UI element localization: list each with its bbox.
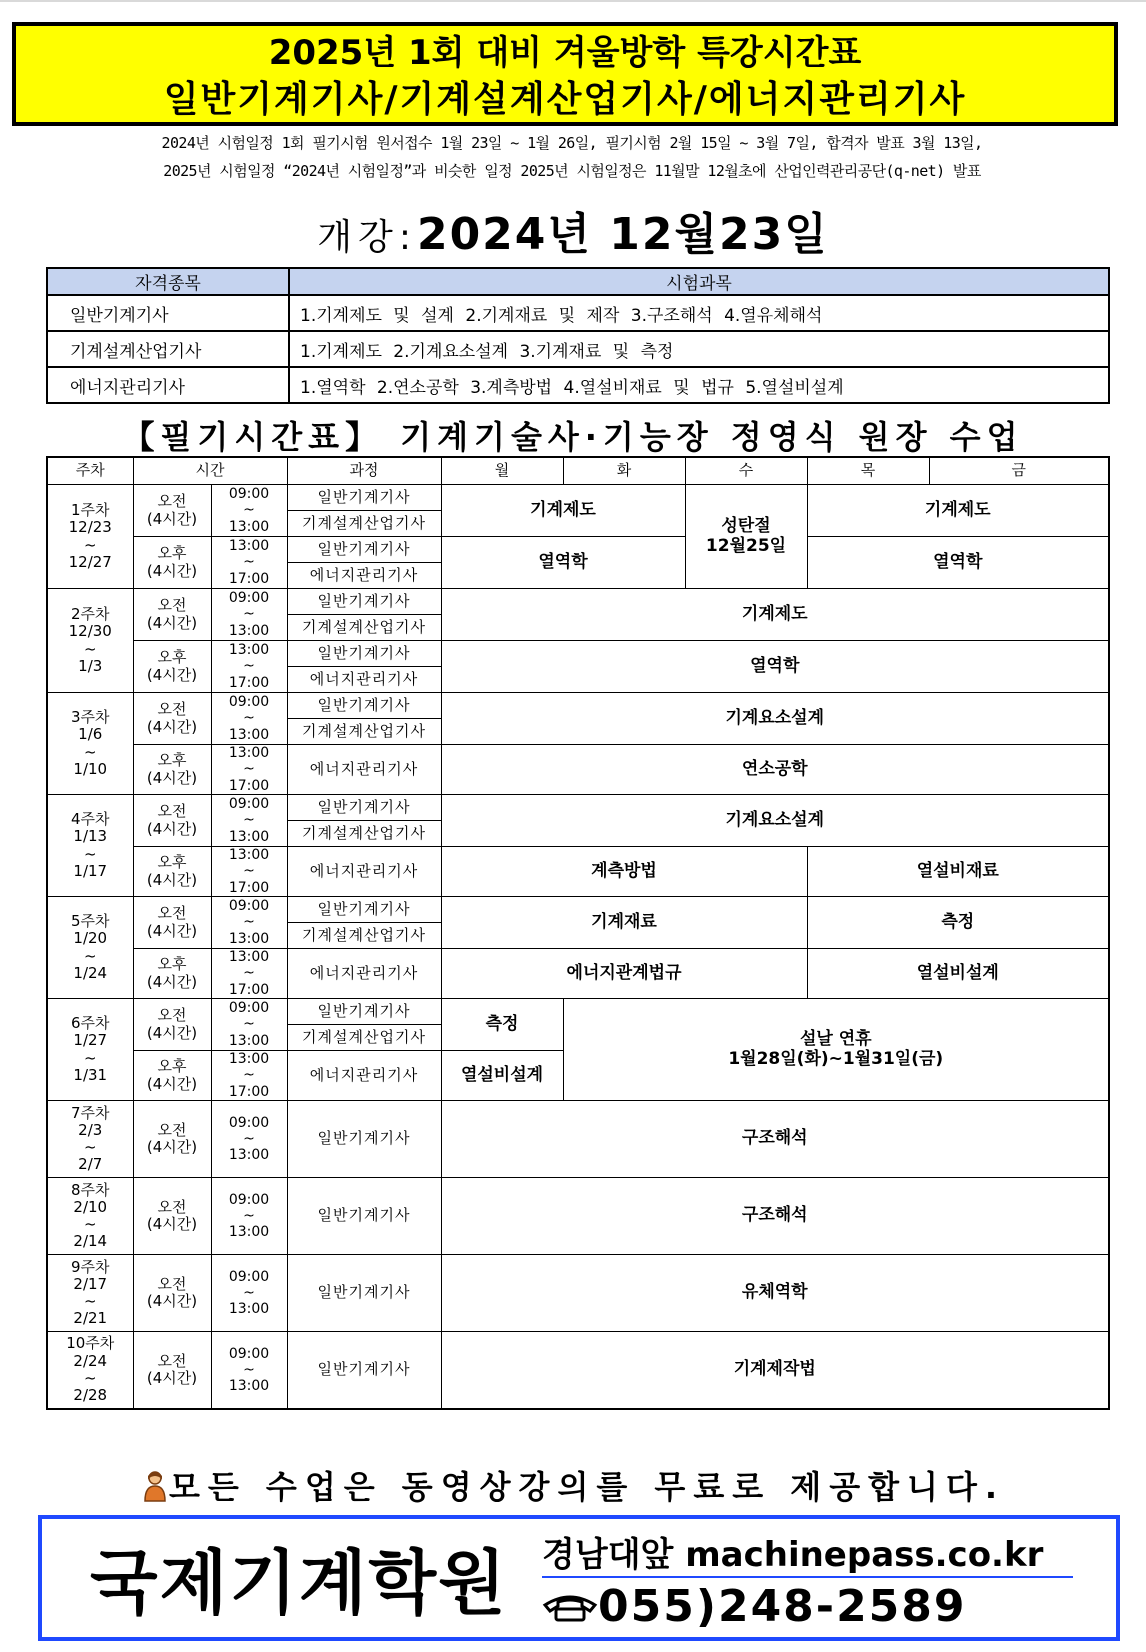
course-cell: 기계설계산업기사 xyxy=(287,1025,441,1051)
subject-name: 에너지관리기사 xyxy=(47,367,289,403)
academy-name: 국제기계학원 xyxy=(90,1542,508,1624)
table-row xyxy=(47,589,1109,615)
subject-cell: 구조해석 xyxy=(441,1101,1109,1178)
exam-notice-line-2: 2025년 시험일정 “2024년 시험일정”과 비슷한 일정 2025년 시험일정은 11월말 12월초에 산업인력관리공단(q-net) 발표 xyxy=(163,162,981,180)
subject-cell: 계측방법 xyxy=(441,847,807,897)
subjects-table xyxy=(46,267,1110,404)
am-time: 09:00 ~ 13:00 xyxy=(211,1332,287,1409)
week-label: 4주차 1/13 ~ 1/17 xyxy=(47,795,133,897)
subjects-row xyxy=(47,295,1109,331)
subject-cell: 유체역학 xyxy=(441,1255,1109,1332)
subject-cell: 기계재료 xyxy=(441,897,807,949)
subject-cell: 열설비재료 xyxy=(807,847,1109,897)
subject-name: 기계설계산업기사 xyxy=(47,331,289,367)
table-row xyxy=(47,1255,1109,1332)
subjects-row xyxy=(47,367,1109,403)
pm-time: 13:00 ~ 17:00 xyxy=(211,847,287,897)
week-label: 10주차 2/24 ~ 2/28 xyxy=(47,1332,133,1409)
subject-cell: 측정 xyxy=(441,999,563,1051)
course-cell: 에너지관리기사 xyxy=(287,847,441,897)
header-tue: 화 xyxy=(563,457,685,485)
header-mon: 월 xyxy=(441,457,563,485)
course-cell: 기계설계산업기사 xyxy=(287,511,441,537)
subject-cell: 열역학 xyxy=(441,641,1109,693)
subject-cell: 열설비설계 xyxy=(441,1051,563,1101)
subjects-row xyxy=(47,331,1109,367)
subject-cell: 기계제작법 xyxy=(441,1332,1109,1409)
week-label: 5주차 1/20 ~ 1/24 xyxy=(47,897,133,999)
am-time: 09:00 ~ 13:00 xyxy=(211,693,287,745)
table-row xyxy=(47,1178,1109,1255)
week-label: 1주차 12/23 ~ 12/27 xyxy=(47,485,133,589)
free-video-note-text: 모든 수업은 동영상강의를 무료로 제공합니다. xyxy=(168,1468,1006,1506)
table-row xyxy=(47,1332,1109,1409)
course-cell: 일반기계기사 xyxy=(287,641,441,667)
header-wed: 수 xyxy=(685,457,807,485)
am-time: 09:00 ~ 13:00 xyxy=(211,795,287,847)
subjects-header-left: 자격종목 xyxy=(47,268,289,295)
subject-cell: 연소공학 xyxy=(441,745,1109,795)
title-line-1: 2025년 1회 대비 겨울방학 특강시간표 xyxy=(268,33,862,73)
schedule-table xyxy=(46,456,1110,1410)
am-label: 오전 (4시간) xyxy=(133,795,211,847)
course-cell: 기계설계산업기사 xyxy=(287,615,441,641)
course-cell: 일반기계기사 xyxy=(287,897,441,923)
am-time: 09:00 ~ 13:00 xyxy=(211,999,287,1051)
header-fri: 금 xyxy=(929,457,1109,485)
subject-cell: 구조해석 xyxy=(441,1178,1109,1255)
am-time: 09:00 ~ 13:00 xyxy=(211,485,287,537)
am-label: 오전 (4시간) xyxy=(133,693,211,745)
pm-time: 13:00 ~ 17:00 xyxy=(211,537,287,589)
am-time: 09:00 ~ 13:00 xyxy=(211,1255,287,1332)
table-row xyxy=(47,1101,1109,1178)
subject-cell: 기계제도 xyxy=(441,485,685,537)
table-row xyxy=(47,847,1109,897)
course-cell: 일반기계기사 xyxy=(287,537,441,563)
header-time: 시간 xyxy=(133,457,287,485)
week-label: 6주차 1/27 ~ 1/31 xyxy=(47,999,133,1101)
schedule-header-row xyxy=(47,457,1109,485)
pm-time: 13:00 ~ 17:00 xyxy=(211,641,287,693)
table-row xyxy=(47,999,1109,1025)
academy-banner xyxy=(38,1515,1120,1641)
am-label: 오전 (4시간) xyxy=(133,1332,211,1409)
subject-cell: 측정 xyxy=(807,897,1109,949)
course-cell: 일반기계기사 xyxy=(287,589,441,615)
course-cell: 에너지관리기사 xyxy=(287,1051,441,1101)
week-label: 8주차 2/10 ~ 2/14 xyxy=(47,1178,133,1255)
am-time: 09:00 ~ 13:00 xyxy=(211,897,287,949)
academy-phone xyxy=(542,1581,967,1632)
pm-label: 오후 (4시간) xyxy=(133,745,211,795)
subject-cell: 열설비설계 xyxy=(807,949,1109,999)
week-label: 2주차 12/30 ~ 1/3 xyxy=(47,589,133,693)
am-label: 오전 (4시간) xyxy=(133,589,211,641)
am-label: 오전 (4시간) xyxy=(133,1101,211,1178)
am-label: 오전 (4시간) xyxy=(133,1178,211,1255)
course-cell: 에너지관리기사 xyxy=(287,667,441,693)
am-label: 오전 (4시간) xyxy=(133,897,211,949)
am-time: 09:00 ~ 13:00 xyxy=(211,589,287,641)
course-cell: 일반기계기사 xyxy=(287,485,441,511)
course-cell: 일반기계기사 xyxy=(287,795,441,821)
course-cell: 기계설계산업기사 xyxy=(287,821,441,847)
course-cell: 일반기계기사 xyxy=(287,1178,441,1255)
title-banner xyxy=(12,22,1118,126)
am-time: 09:00 ~ 13:00 xyxy=(211,1101,287,1178)
subject-items: 1.기계제도 및 설계 2.기계재료 및 제작 3.구조해석 4.열유체해석 xyxy=(289,295,1109,331)
exam-notice-line-1: 2024년 시험일정 1회 필기시험 원서접수 1월 23일 ~ 1월 26일, 필기시험 2월 15일 ~ 3월 7일, 합격자 발표 3월 13일, xyxy=(161,134,983,152)
title-line-2: 일반기계기사/기계설계산업기사/에너지관리기사 xyxy=(163,79,967,120)
table-row xyxy=(47,485,1109,511)
course-cell: 에너지관리기사 xyxy=(287,563,441,589)
pm-time: 13:00 ~ 17:00 xyxy=(211,1051,287,1101)
schedule-title: 【필기시간표】 기계기술사·기능장 정영식 원장 수업 xyxy=(122,418,1024,456)
pm-time: 13:00 ~ 17:00 xyxy=(211,949,287,999)
opening-date xyxy=(0,198,1146,262)
subject-items: 1.열역학 2.연소공학 3.계측방법 4.열설비재료 및 법규 5.열설비설계 xyxy=(289,367,1109,403)
pm-label: 오후 (4시간) xyxy=(133,949,211,999)
subject-cell: 열역학 xyxy=(441,537,685,589)
table-row xyxy=(47,949,1109,999)
subject-cell: 기계요소설계 xyxy=(441,795,1109,847)
subject-cell: 기계제도 xyxy=(807,485,1109,537)
subject-cell: 기계요소설계 xyxy=(441,693,1109,745)
table-row xyxy=(47,537,1109,563)
header-thu: 목 xyxy=(807,457,929,485)
header-week: 주차 xyxy=(47,457,133,485)
header-course: 과정 xyxy=(287,457,441,485)
course-cell: 일반기계기사 xyxy=(287,1101,441,1178)
subject-cell: 에너지관계법규 xyxy=(441,949,807,999)
subject-cell: 기계제도 xyxy=(441,589,1109,641)
table-row xyxy=(47,897,1109,923)
am-label: 오전 (4시간) xyxy=(133,485,211,537)
subject-name: 일반기계기사 xyxy=(47,295,289,331)
table-row xyxy=(47,693,1109,719)
opening-prefix: 개강: xyxy=(317,217,417,258)
am-label: 오전 (4시간) xyxy=(133,999,211,1051)
phone-icon xyxy=(542,1593,598,1623)
am-label: 오전 (4시간) xyxy=(133,1255,211,1332)
week-label: 7주차 2/3 ~ 2/7 xyxy=(47,1101,133,1178)
holiday-cell: 성탄절 12월25일 xyxy=(685,485,807,589)
pm-label: 오후 (4시간) xyxy=(133,847,211,897)
subject-items: 1.기계제도 2.기계요소설계 3.기계재료 및 측정 xyxy=(289,331,1109,367)
course-cell: 일반기계기사 xyxy=(287,999,441,1025)
table-row xyxy=(47,641,1109,667)
week-label: 3주차 1/6 ~ 1/10 xyxy=(47,693,133,795)
free-video-note xyxy=(0,1462,1146,1508)
teacher-icon xyxy=(141,1470,169,1502)
opening-date-value: 2024년 12월23일 xyxy=(416,209,829,260)
top-divider xyxy=(0,0,1146,2)
pm-time: 13:00 ~ 17:00 xyxy=(211,745,287,795)
pm-label: 오후 (4시간) xyxy=(133,537,211,589)
course-cell: 일반기계기사 xyxy=(287,693,441,719)
week-label: 9주차 2/17 ~ 2/21 xyxy=(47,1255,133,1332)
course-cell: 기계설계산업기사 xyxy=(287,923,441,949)
course-cell: 일반기계기사 xyxy=(287,1332,441,1409)
holiday-cell: 설날 연휴 1월28일(화)~1월31일(금) xyxy=(563,999,1109,1101)
academy-phone-number: 055)248-2589 xyxy=(598,1581,967,1632)
course-cell: 에너지관리기사 xyxy=(287,745,441,795)
subject-cell: 열역학 xyxy=(807,537,1109,589)
course-cell: 에너지관리기사 xyxy=(287,949,441,999)
am-time: 09:00 ~ 13:00 xyxy=(211,1178,287,1255)
course-cell: 일반기계기사 xyxy=(287,1255,441,1332)
pm-label: 오후 (4시간) xyxy=(133,1051,211,1101)
table-row xyxy=(47,745,1109,795)
academy-address: 경남대앞 machinepass.co.kr xyxy=(542,1527,1073,1578)
pm-label: 오후 (4시간) xyxy=(133,641,211,693)
course-cell: 기계설계산업기사 xyxy=(287,719,441,745)
subjects-header-right: 시험과목 xyxy=(289,268,1109,295)
table-row xyxy=(47,795,1109,821)
